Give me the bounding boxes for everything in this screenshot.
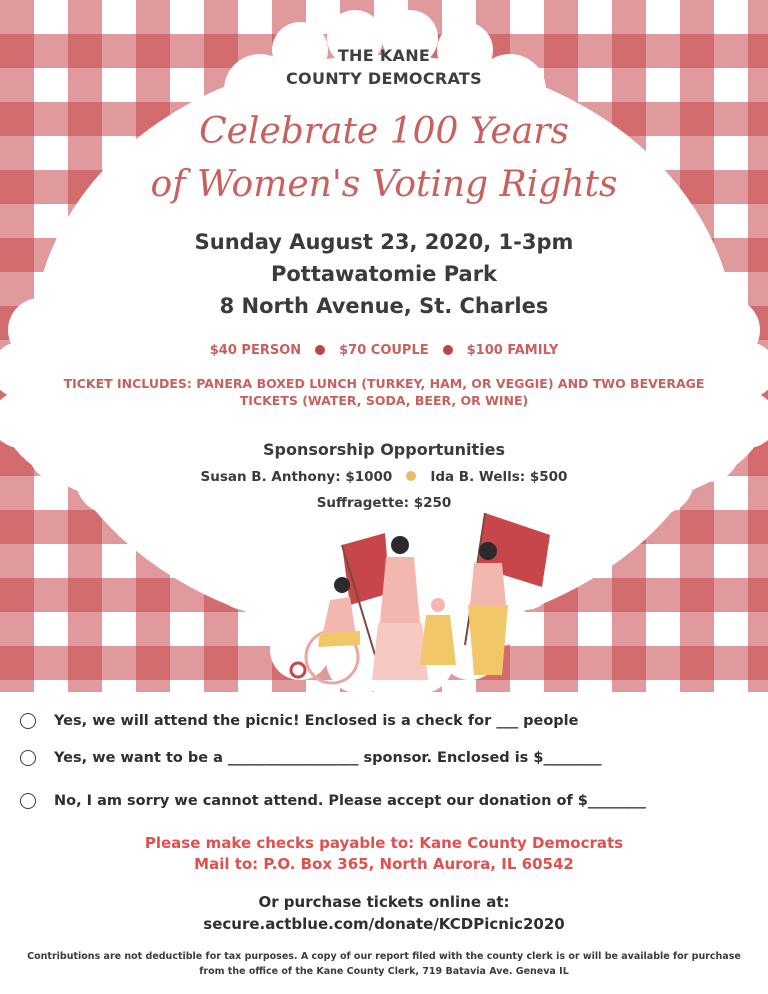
- radio-circle-icon[interactable]: [20, 750, 36, 766]
- sponsorship-title: Sponsorship Opportunities: [263, 440, 505, 459]
- event-date-time: Sunday August 23, 2020, 1-3pm: [194, 230, 574, 254]
- title-line-1: Celebrate 100 Years: [199, 111, 569, 152]
- rsvp-option-label: Yes, we want to be a __________________ sponsor. Enclosed is $________: [54, 750, 602, 766]
- rsvp-option-label: No, I am sorry we cannot attend. Please accept our donation of $________: [54, 793, 646, 809]
- organization-line-2: COUNTY DEMOCRATS: [286, 69, 482, 88]
- tax-disclaimer: Contributions are not deductible for tax purposes. A copy of our report filed with the county clerk is or will be available for purchase from the office of the Kane County Clerk, 719 Batavia Ave. Geneva IL: [27, 951, 741, 977]
- sponsor-level-wells: Ida B. Wells: $500: [430, 469, 568, 485]
- online-purchase-label: Or purchase tickets online at:: [258, 893, 510, 911]
- rsvp-option-sponsor[interactable]: [20, 746, 750, 770]
- radio-circle-icon[interactable]: [20, 793, 36, 809]
- event-place: Pottawatomie Park: [270, 262, 498, 286]
- ticket-includes: TICKET INCLUDES: PANERA BOXED LUNCH (TURKEY, HAM, OR VEGGIE) AND TWO BEVERAGE TICKETS (WATER, SODA, BEER, OR WINE): [63, 376, 705, 408]
- rsvp-option-donate[interactable]: [20, 789, 750, 813]
- payable-to: Please make checks payable to: Kane County Democrats: [144, 834, 624, 852]
- organization-name: [200, 44, 568, 90]
- rsvp-option-attend[interactable]: [20, 709, 750, 733]
- bullet-dot-icon: [443, 345, 453, 355]
- sponsor-level-suffragette: Suffragette: $250: [316, 495, 452, 511]
- mail-to-address: Mail to: P.O. Box 365, North Aurora, IL 60542: [194, 855, 574, 873]
- event-address: 8 North Avenue, St. Charles: [219, 294, 549, 318]
- price-family: $100 FAMILY: [466, 343, 559, 358]
- sponsorship-levels: [100, 467, 668, 487]
- bullet-dot-icon: [315, 345, 325, 355]
- bullet-dot-icon: [406, 471, 416, 481]
- title-line-2: of Women's Voting Rights: [150, 164, 618, 205]
- rsvp-option-label: Yes, we will attend the picnic! Enclosed is a check for ___ people: [54, 713, 579, 729]
- organization-line-1: THE KANE: [337, 46, 431, 65]
- radio-circle-icon[interactable]: [20, 713, 36, 729]
- ticket-prices: [100, 340, 668, 362]
- sponsor-level-anthony: Susan B. Anthony: $1000: [200, 469, 393, 485]
- price-person: $40 PERSON: [209, 343, 302, 358]
- price-couple: $70 COUPLE: [339, 343, 429, 358]
- suffragette-marchers-illustration: [280, 505, 570, 695]
- online-purchase-url[interactable]: secure.actblue.com/donate/KCDPicnic2020: [203, 915, 565, 933]
